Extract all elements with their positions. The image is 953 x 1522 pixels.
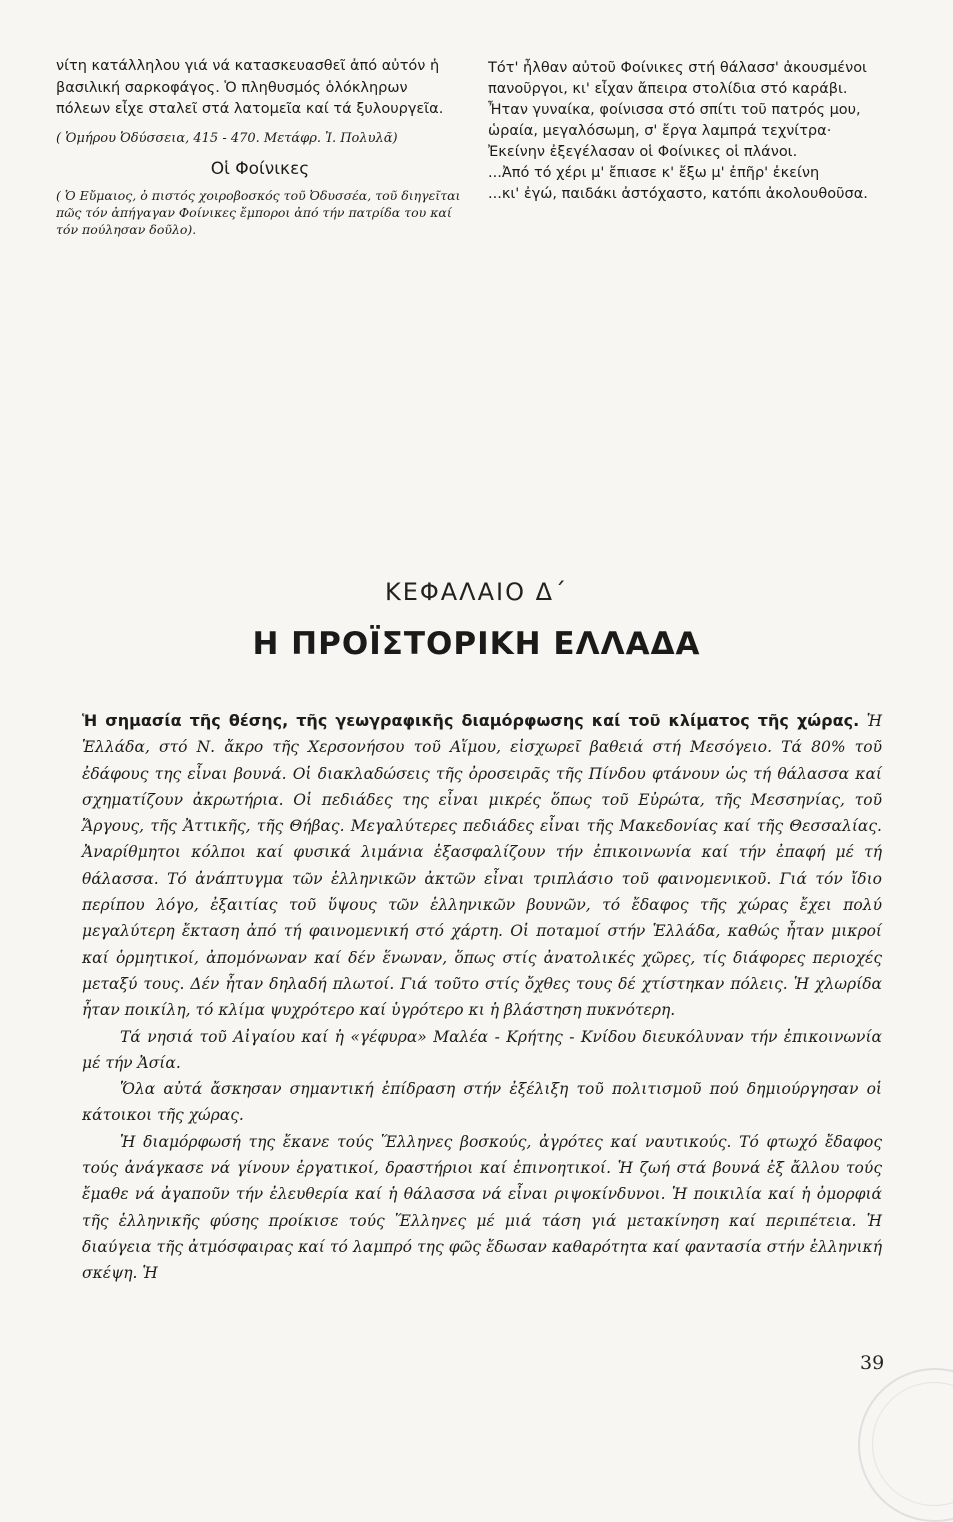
verse-line: Ἐκείνην ἐξεγέλασαν οἱ Φοίνικες οἱ πλάνοι.	[488, 144, 798, 160]
body-paragraph: Ὅλα αὐτά ἄσκησαν σημαντική ἐπίδραση στήν ἐξέλιξη τοῦ πολιτισμοῦ πού δημιούργησαν οἱ κάτοικοι τῆς χώρας.	[82, 1080, 882, 1125]
section-title: Οἱ Φοίνικες	[210, 158, 310, 179]
right-column	[488, 58, 908, 205]
verse-line: ὡραία, μεγαλόσωμη, σ' ἔργα λαμπρά τεχνίτρα·	[488, 123, 832, 139]
verse-line: Ἦταν γυναίκα, φοίνισσα στό σπίτι τοῦ πατρός μου,	[488, 102, 861, 118]
lead-heading: Ἡ σημασία τῆς θέσης, τῆς γεωγραφικῆς διαμόρφωσης καί τοῦ κλίματος τῆς χώρας.	[82, 711, 860, 730]
page-number: 39	[860, 1352, 885, 1374]
body-text: Ἡ Ἑλλάδα, στό Ν. ἄκρο τῆς Χερσονήσου τοῦ Αἵμου, εἰσχωρεῖ βαθειά στή Μεσόγειο. Τά 80% τοῦ ἐδάφους της εἶναι βουνά. Οἱ διακλαδώσεις τῆς ὀροσειρᾶς τῆς Πίνδου φτάνουν ὡς τή θάλασσα καί σχηματίζουν ἀκρωτήρια. Οἱ πεδιάδες της εἶναι μικρές ὅπως τοῦ Εὐρώτα, τῆς Μεσσηνίας, τοῦ Ἄργους, τῆς Ἀττικῆς, τῆς Θήβας. Μεγαλύτερες πεδιάδες εἶναι τῆς Μακεδονίας καί τῆς Θεσσαλίας. Ἀναρίθμητοι κόλποι καί φυσικά λιμάνια ἐξασφαλίζουν τήν ἐπικοινωνία καί τήν ἐπαφή μέ τή θάλασσα. Τό ἀνάπτυγμα τῶν ἑλληνικῶν ἀκτῶν εἶναι τριπλάσιο τοῦ φαινομενικοῦ. Γιά τόν ἴδιο περίπου λόγο, ἐξαιτίας τοῦ ὕψους τῶν ἑλληνικῶν βουνῶν, τό ἔδαφος τῆς χώρας ἔχει πολύ μεγαλύτερη ἔκταση ἀπό τή φαινομενική στό χάρτη. Οἱ ποταμοί στήν Ἑλλάδα, καθώς ἦταν μικροί καί ὁρμητικοί, ἀπομόνωναν καί δέν ἕνωναν, ὅπως στίς ἀνατολικές χῶρες, τίς διάφορες περιοχές μεταξύ τους. Δέν ἦταν δηλαδή πλωτοί. Γιά τοῦτο στίς ὄχθες τους δέ χτίστηκαν πόλεις. Ἡ χλωρίδα ἦταν ποικίλη, τό κλίμα ψυχρότερο καί ὑγρότερο κι ἡ βλάστηση πυκνότερη.	[82, 712, 882, 1020]
left-column	[56, 56, 464, 238]
chapter-body	[82, 708, 882, 1287]
verse-line: πανοῦργοι, κι' εἶχαν ἄπειρα στολίδια στό καράβι.	[488, 81, 848, 97]
intro-paragraph: νίτη κατάλληλου γιά νά κατασκευασθεῖ ἀπό αὐτόν ἡ βασιλική σαρκοφάγος. Ὁ πληθυσμός ὁλόκληρων πόλεων εἶχε σταλεῖ στά λατομεῖα καί τά ξυλουργεῖα.	[56, 58, 444, 117]
library-stamp	[858, 1368, 953, 1522]
verse-line: Τότ' ἦλθαν αὐτοῦ Φοίνικες στή θάλασσ' ἀκουσμένοι	[488, 60, 867, 76]
chapter-title: Η ΠΡΟΪΣΤΟΡΙΚΗ ΕΛΛΑΔΑ	[252, 626, 701, 662]
body-paragraph	[82, 708, 882, 1024]
section-note: ( Ὁ Εὔμαιος, ὁ πιστός χοιροβοσκός τοῦ Ὀδυσσέα, τοῦ διηγεῖται πῶς τόν ἀπήγαγαν Φοίνικες ἔμποροι ἀπό τήν πατρίδα του καί τόν πούλησαν δοῦλο).	[56, 187, 461, 237]
verse-line: ...κι' ἐγώ, παιδάκι ἀστόχαστο, κατόπι ἀκολουθοῦσα.	[488, 186, 868, 202]
body-paragraph: Ἡ διαμόρφωσή της ἔκανε τούς Ἕλληνες βοσκούς, ἀγρότες καί ναυτικούς. Τό φτωχό ἔδαφος τούς ἀνάγκασε νά γίνουν ἐργατικοί, δραστήριοι καί ἐπινοητικοί. Ἡ ζωή στά βουνά ἐξ ἄλλου τούς ἔμαθε νά ἀγαποῦν τήν ἐλευθερία καί ἡ θάλασσα νά εἶναι ριψοκίνδυνοι. Ἡ ποικιλία καί ἡ ὀμορφιά τῆς ἑλληνικῆς φύσης προίκισε τούς Ἕλληνες μέ μιά τάση γιά μετακίνηση καί περιπέτεια. Ἡ διαύγεια τῆς ἀτμόσφαιρας καί τό λαμπρό της φῶς ἔδωσαν καθαρότητα καί φαντασία στήν ἑλληνική σκέψη. Ἡ	[82, 1132, 882, 1283]
verse-line: ...Ἀπό τό χέρι μ' ἔπιασε κ' ἔξω μ' ἐπῆρ' ἐκείνη	[488, 165, 820, 181]
body-paragraph: Τά νησιά τοῦ Αἰγαίου καί ἡ «γέφυρα» Μαλέα - Κρήτης - Κνίδου διευκόλυναν τήν ἐπικοινωνία μέ τήν Ἀσία.	[82, 1027, 882, 1072]
citation: ( Ὁμήρου Ὀδύσσεια, 415 - 470. Μετάφρ. Ἰ. Πολυλᾶ)	[56, 130, 398, 146]
chapter-label: ΚΕΦΑΛΑΙΟ Δ΄	[384, 578, 569, 606]
